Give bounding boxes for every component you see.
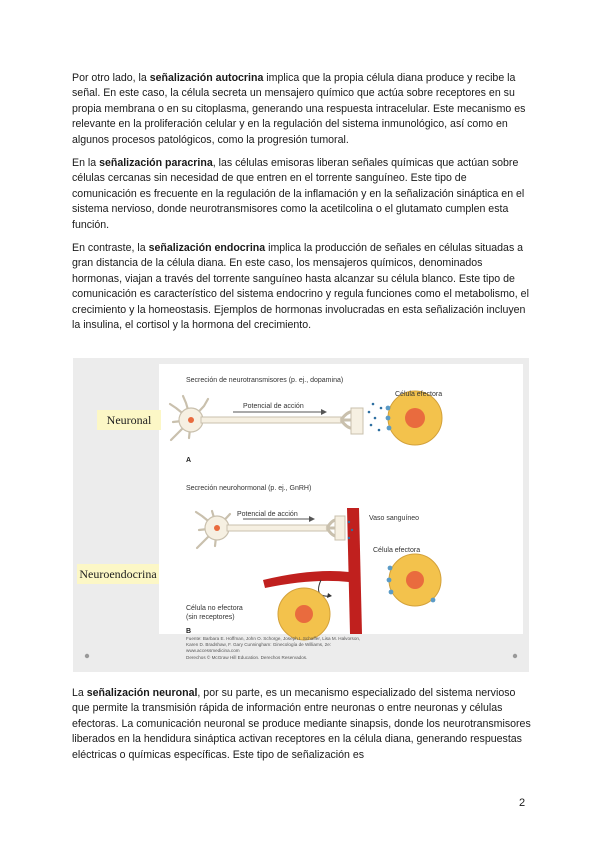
panel-b-letter: B bbox=[186, 628, 192, 635]
non-effector-label-1: Célula no efectora bbox=[186, 605, 243, 612]
svg-text:Karen D. Bradshaw, F. Gary Cun: Karen D. Bradshaw, F. Gary Cunningham: Ginecología de Williams, 2e: bbox=[186, 642, 332, 647]
neuronal-label: Neuronal bbox=[106, 413, 152, 427]
svg-text:Fuente: Barbara E. Hoffman, Jo: Fuente: Barbara E. Hoffman, John O. Schorge, Joseph I. Schaffer, Lisa M. Halvorson, bbox=[186, 636, 361, 641]
svg-text:www.accessmedicina.com: www.accessmedicina.com bbox=[186, 648, 240, 653]
action-potential-a: Potencial de acción bbox=[243, 403, 304, 410]
page-number: 2 bbox=[519, 797, 526, 809]
paragraph-neuronal: La señalización neuronal, por su parte, es un mecanismo especializado del sistema nervioso que permite la transmisión rápida de información entre neuronas o entre neuronas y células efectoras. La comunicación neuronal se produce mediante sinapsis, donde los neurotransmisores liberados en la hendidura sináptica activan receptores en la célula diana, generando respuestas eléctricas o químicas específicas. Este tipo de señalización es bbox=[72, 687, 531, 761]
panel-a-title: Secreción de neurotransmisores (p. ej., dopamina) bbox=[186, 377, 344, 384]
neuroendocrine-label: Neuroendocrina bbox=[79, 567, 157, 581]
term-neuronal: señalización neuronal bbox=[86, 687, 198, 699]
term-paracrine: señalización paracrina bbox=[99, 157, 213, 169]
term-autocrine: señalización autocrina bbox=[149, 72, 264, 84]
paragraph-paracrine: En la señalización paracrina, las células emisoras liberan señales químicas que actúan sobre células cercanas sin necesidad de que entren en el torrente sanguíneo. Este tipo de comunicación es frecuente en la regulación de la inflamación y en la señalización sináptica en el sistema nervioso, donde neurotransmisores como la acetilcolina o el glutamato cumplen esta función. bbox=[72, 157, 525, 231]
term-endocrine: señalización endocrina bbox=[148, 242, 266, 254]
panel-b-title: Secreción neurohormonal (p. ej., GnRH) bbox=[186, 485, 312, 492]
paragraph-autocrine: Por otro lado, la señalización autocrina implica que la propia célula diana produce y recibe la señal. En este caso, la célula secreta un mensajero químico que actúa sobre receptores en su propia membrana o en su citoplasma, generando una respuesta intracelular. Este mecanismo es relevante en la proliferación celular y en la regulación del sistema inmunológico, así como en algunos procesos patológicos, como la progresión tumoral. bbox=[72, 72, 526, 146]
panel-a-letter: A bbox=[186, 457, 192, 464]
paragraph-endocrine: En contraste, la señalización endocrina implica la producción de señales en células situadas a gran distancia de la célula diana. En este caso, los mensajeros químicos, denominados hormonas, viajan a través del torrente sanguíneo hasta alcanzar su célula blanco. Este tipo de comunicación es característico del sistema endocrino y regula funciones como el metabolismo, el crecimiento y la homeostasis. Ejemplos de hormonas involucradas en esta señalización incluyen la insulina, el cortisol y la hormona del crecimiento. bbox=[72, 242, 529, 332]
non-effector-cell bbox=[278, 588, 330, 640]
action-potential-b: Potencial de acción bbox=[237, 511, 298, 518]
vessel-label: Vaso sanguíneo bbox=[369, 515, 420, 522]
signaling-diagram bbox=[73, 358, 529, 672]
non-effector-label-2: (sin receptores) bbox=[186, 614, 235, 621]
effector-label-b: Célula efectora bbox=[373, 547, 421, 554]
effector-label-a: Célula efectora bbox=[395, 391, 443, 398]
svg-text:Derechos © McGraw Hill Educati: Derechos © McGraw Hill Education. Derechos Reservados. bbox=[186, 655, 308, 660]
signaling-figure bbox=[73, 358, 529, 672]
